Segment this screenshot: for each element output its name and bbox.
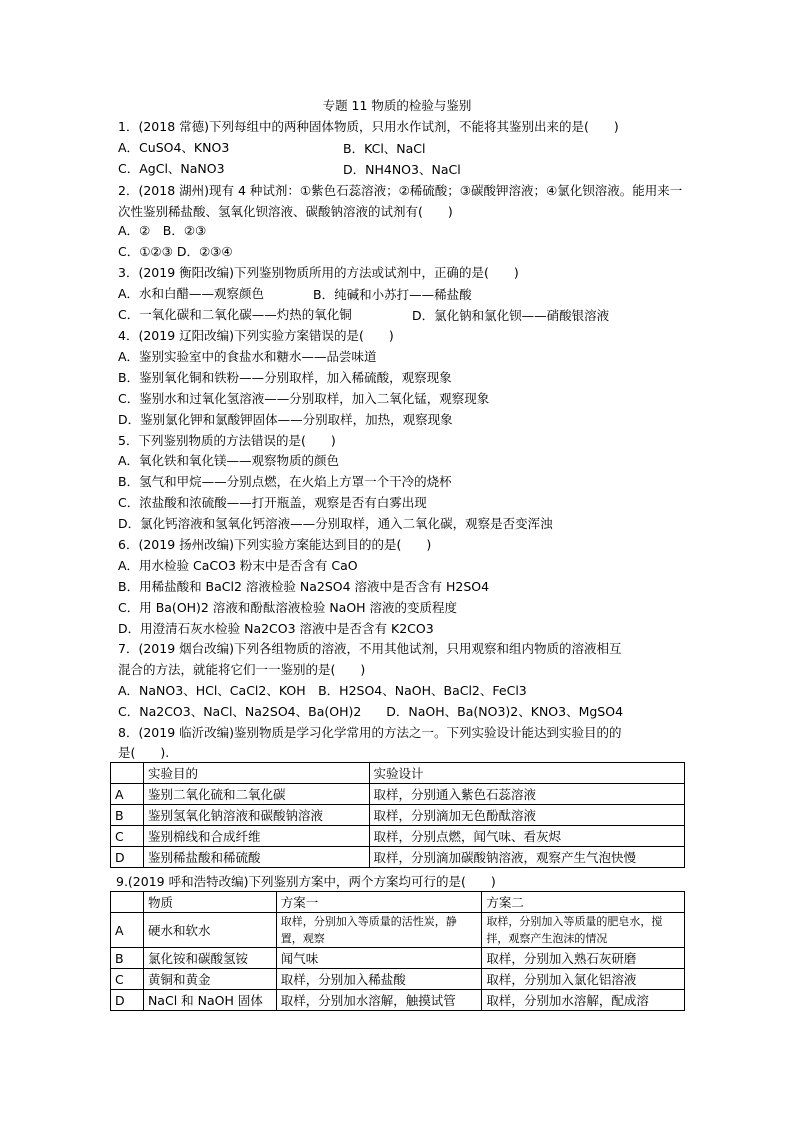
table-cell: 方案一 <box>276 892 482 913</box>
q7-options-cd: C．Na2CO3、NaCl、Na2SO4、Ba(OH)2 D．NaOH、Ba(NO3)2、KNO3、MgSO4 <box>118 704 624 719</box>
table-cell: D <box>111 990 144 1011</box>
table-row <box>111 913 685 948</box>
table-cell: C <box>111 826 144 847</box>
q2-options-ab: A．② B．②③ <box>118 223 207 238</box>
table-cell: 取样，分别加入熟石灰研磨 <box>482 948 685 969</box>
table-cell: 取样，分别加入氯化铝溶液 <box>482 969 685 990</box>
table-header-row <box>111 763 685 784</box>
table-cell: 取样，分别滴加碳酸钠溶液，观察产生气泡快慢 <box>369 847 684 868</box>
q3-option-c: C．一氧化碳和二氧化碳——灼热的氧化铜 <box>118 307 352 322</box>
q5-stem: 5．下列鉴别物质的方法错误的是( ) <box>118 433 336 448</box>
q8-stem-line1: 8．(2019 临沂改编)鉴别物质是学习化学常用的方法之一。下列实验设计能达到实验目的的 <box>118 725 622 740</box>
q4-stem: 4．(2019 辽阳改编)下列实验方案错误的是( ) <box>118 328 394 343</box>
table-cell: 鉴别氢氧化钠溶液和碳酸钠溶液 <box>143 805 369 826</box>
q7-stem-line2: 混合的方法，就能将它们一一鉴别的是( ) <box>118 662 366 677</box>
table-cell <box>111 892 144 913</box>
q1-option-c: C．AgCl、NaNO3 <box>118 161 225 176</box>
q8-table <box>110 762 685 868</box>
q4-option-d: D．鉴别氯化钾和氯酸钾固体——分别取样，加热，观察现象 <box>118 412 453 427</box>
q5-option-c: C．浓盐酸和浓硫酸——打开瓶盖，观察是否有白雾出现 <box>118 495 427 510</box>
table-cell: 氯化铵和碳酸氢铵 <box>143 948 276 969</box>
table-cell: 实验设计 <box>369 763 684 784</box>
table-cell: C <box>111 969 144 990</box>
table-cell: 鉴别棉线和合成纤维 <box>143 826 369 847</box>
table-row <box>111 948 685 969</box>
table-row <box>111 784 685 805</box>
q7-options-ab: A．NaNO3、HCl、CaCl2、KOH B．H2SO4、NaOH、BaCl2、FeCl3 <box>118 683 527 698</box>
q2-stem: 2．(2018 湖州)现有 4 种试剂：①紫色石蕊溶液；②稀硫酸；③碳酸钾溶液；④氯化钡溶液。能用来一次性鉴别稀盐酸、氢氧化钡溶液、碳酸钠溶液的试剂有( ) <box>118 183 683 219</box>
table-cell: A <box>111 784 144 805</box>
q4-option-c: C．鉴别水和过氧化氢溶液——分别取样，加入二氧化锰，观察现象 <box>118 391 490 406</box>
q6-stem: 6．(2019 扬州改编)下列实验方案能达到目的的是( ) <box>118 537 432 552</box>
q3-option-d: D．氯化钠和氯化钡——硝酸银溶液 <box>412 308 610 323</box>
table-cell: 黄铜和黄金 <box>143 969 276 990</box>
table-cell <box>111 763 144 784</box>
table-cell: NaCl 和 NaOH 固体 <box>143 990 276 1011</box>
q4-option-b: B．鉴别氧化铜和铁粉——分别取样，加入稀硫酸，观察现象 <box>118 370 452 385</box>
q6-option-a: A．用水检验 CaCO3 粉末中是否含有 CaO <box>118 558 358 573</box>
table-cell: 取样，分别通入紫色石蕊溶液 <box>369 784 684 805</box>
table-cell: A <box>111 913 144 948</box>
table-cell: 取样，分别加入等质量的肥皂水，搅拌，观察产生泡沫的情况 <box>482 913 685 948</box>
q5-option-b: B．氢气和甲烷——分别点燃，在火焰上方罩一个干冷的烧杯 <box>118 474 452 489</box>
table-cell: 取样，分别滴加无色酚酞溶液 <box>369 805 684 826</box>
table-cell: B <box>111 948 144 969</box>
table-row <box>111 826 685 847</box>
table-cell: 鉴别二氧化硫和二氧化碳 <box>143 784 369 805</box>
table-cell: 取样，分别加水溶解，配成溶 <box>482 990 685 1011</box>
q9-stem: 9.(2019 呼和浩特改编)下列鉴别方案中，两个方案均可行的是( ) <box>116 874 496 889</box>
q8-stem-line2: 是( ). <box>118 745 170 760</box>
q6-option-b: B．用稀盐酸和 BaCl2 溶液检验 Na2SO4 溶液中是否含有 H2SO4 <box>118 579 490 594</box>
q6-option-c: C．用 Ba(OH)2 溶液和酚酞溶液检验 NaOH 溶液的变质程度 <box>118 600 458 615</box>
table-cell: B <box>111 805 144 826</box>
q3-option-b: B．纯碱和小苏打——稀盐酸 <box>313 287 472 302</box>
q5-option-a: A．氧化铁和氧化镁——观察物质的颜色 <box>118 453 340 468</box>
q6-option-d: D．用澄清石灰水检验 Na2CO3 溶液中是否含有 K2CO3 <box>118 621 434 636</box>
table-cell: 取样，分别点燃，闻气味、看灰烬 <box>369 826 684 847</box>
table-cell: 闻气味 <box>276 948 482 969</box>
table-row <box>111 990 685 1011</box>
table-cell: D <box>111 847 144 868</box>
q1-stem: 1．(2018 常德)下列每组中的两种固体物质，只用水作试剂，不能将其鉴别出来的是( ) <box>118 119 619 134</box>
q2-options-cd: C．①②③ D．②③④ <box>118 244 233 259</box>
q4-option-a: A．鉴别实验室中的食盐水和糖水——品尝味道 <box>118 349 377 364</box>
table-cell: 硬水和软水 <box>143 913 276 948</box>
page-title: 专题 11 物质的检验与鉴别 <box>322 98 472 113</box>
table-cell: 物质 <box>143 892 276 913</box>
table-row <box>111 805 685 826</box>
table-cell: 取样，分别加水溶解，触摸试管 <box>276 990 482 1011</box>
table-row <box>111 969 685 990</box>
q7-stem-line1: 7．(2019 烟台改编)下列各组物质的溶液，不用其他试剂，只用观察和组内物质的溶液相互 <box>118 641 622 656</box>
table-cell: 鉴别稀盐酸和稀硫酸 <box>143 847 369 868</box>
table-cell: 方案二 <box>482 892 685 913</box>
table-cell: 取样，分别加入等质量的活性炭，静置，观察 <box>276 913 482 948</box>
q1-option-b: B．KCl、NaCl <box>343 141 426 156</box>
q1-option-a: A．CuSO4、KNO3 <box>118 140 230 155</box>
q3-option-a: A．水和白醋——观察颜色 <box>118 286 265 301</box>
q3-stem: 3．(2019 衡阳改编)下列鉴别物质所用的方法或试剂中，正确的是( ) <box>118 265 519 280</box>
q1-option-d: D．NH4NO3、NaCl <box>343 162 461 177</box>
table-cell: 取样，分别加入稀盐酸 <box>276 969 482 990</box>
table-header-row <box>111 892 685 913</box>
table-cell: 实验目的 <box>143 763 369 784</box>
table-row <box>111 847 685 868</box>
q5-option-d: D．氯化钙溶液和氢氧化钙溶液——分别取样，通入二氧化碳，观察是否变浑浊 <box>118 516 553 531</box>
q9-table <box>110 891 685 1011</box>
